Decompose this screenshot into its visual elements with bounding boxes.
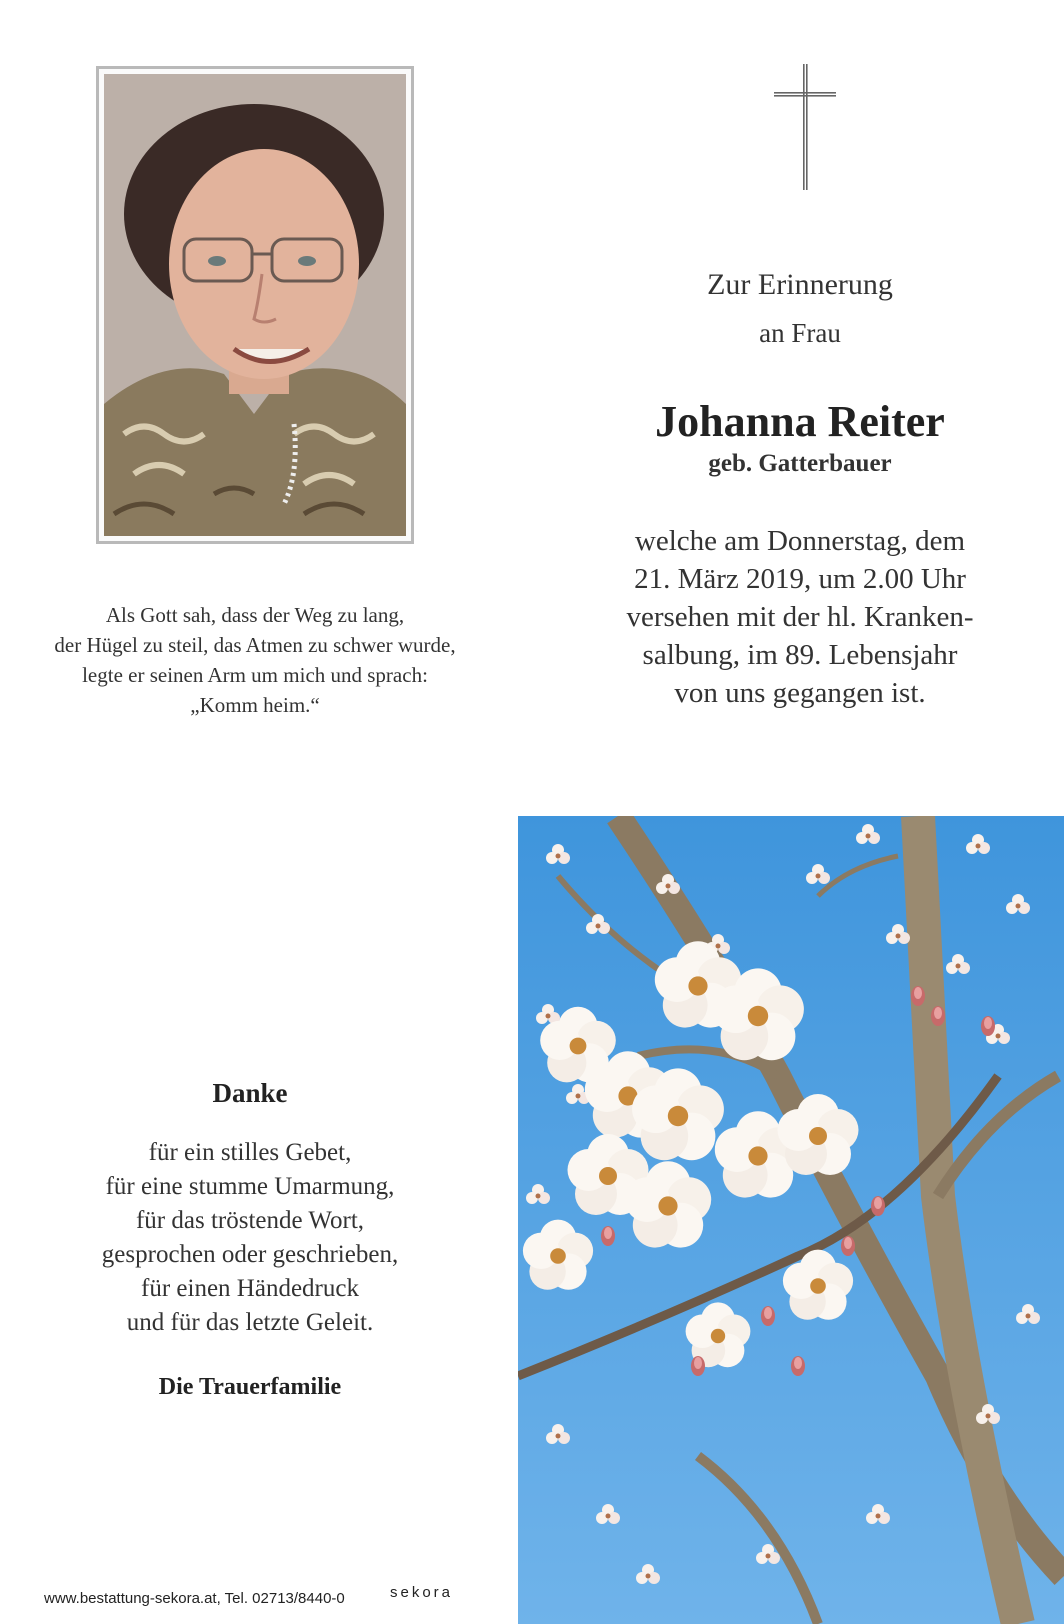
thanks-line: für das tröstende Wort,	[135, 1207, 365, 1234]
blossom-illustration	[518, 816, 1064, 1624]
verse-line: der Hügel zu steil, das Atmen zu schwer wurde,	[54, 633, 456, 657]
memorial-salutation: an Frau	[759, 318, 841, 348]
maiden-name: geb. Gatterbauer	[708, 450, 892, 477]
verse-line: „Komm heim.“	[190, 693, 320, 717]
cherry-blossom-photo	[518, 816, 1064, 1624]
thanks-line: gesprochen oder geschrieben,	[101, 1241, 399, 1268]
thanks-line: für ein stilles Gebet,	[148, 1139, 352, 1166]
cross-icon	[770, 62, 840, 192]
thanks-line: für einen Händedruck	[141, 1275, 359, 1302]
funeral-home-contact: www.bestattung-sekora.at, Tel. 02713/8440-0	[44, 1590, 345, 1607]
death-line: welche am Donnerstag, dem	[634, 525, 966, 557]
portrait-photo-frame	[96, 66, 414, 544]
family-signature: Die Trauerfamilie	[158, 1374, 342, 1400]
deceased-name: Johanna Reiter	[655, 397, 945, 446]
verse-line: legte er seinen Arm um mich und sprach:	[82, 663, 428, 687]
funeral-home-logo: sekora	[390, 1584, 454, 1601]
portrait-illustration	[104, 74, 406, 536]
death-line: salbung, im 89. Lebensjahr	[642, 639, 958, 671]
death-line: von uns gegangen ist.	[674, 677, 926, 709]
memorial-heading: Zur Erinnerung	[707, 268, 893, 301]
death-notice	[560, 522, 1040, 712]
verse-line: Als Gott sah, dass der Weg zu lang,	[105, 603, 405, 627]
thanks-line: für eine stumme Umarmung,	[105, 1173, 395, 1200]
thanks-title: Danke	[212, 1078, 288, 1108]
poem-verse	[20, 600, 490, 720]
thanks-line: und für das letzte Geleit.	[126, 1309, 374, 1336]
portrait-photo	[104, 74, 406, 536]
death-line: versehen mit der hl. Kranken-	[626, 601, 974, 633]
death-line: 21. März 2019, um 2.00 Uhr	[634, 563, 966, 595]
thanks-lines	[30, 1136, 470, 1340]
